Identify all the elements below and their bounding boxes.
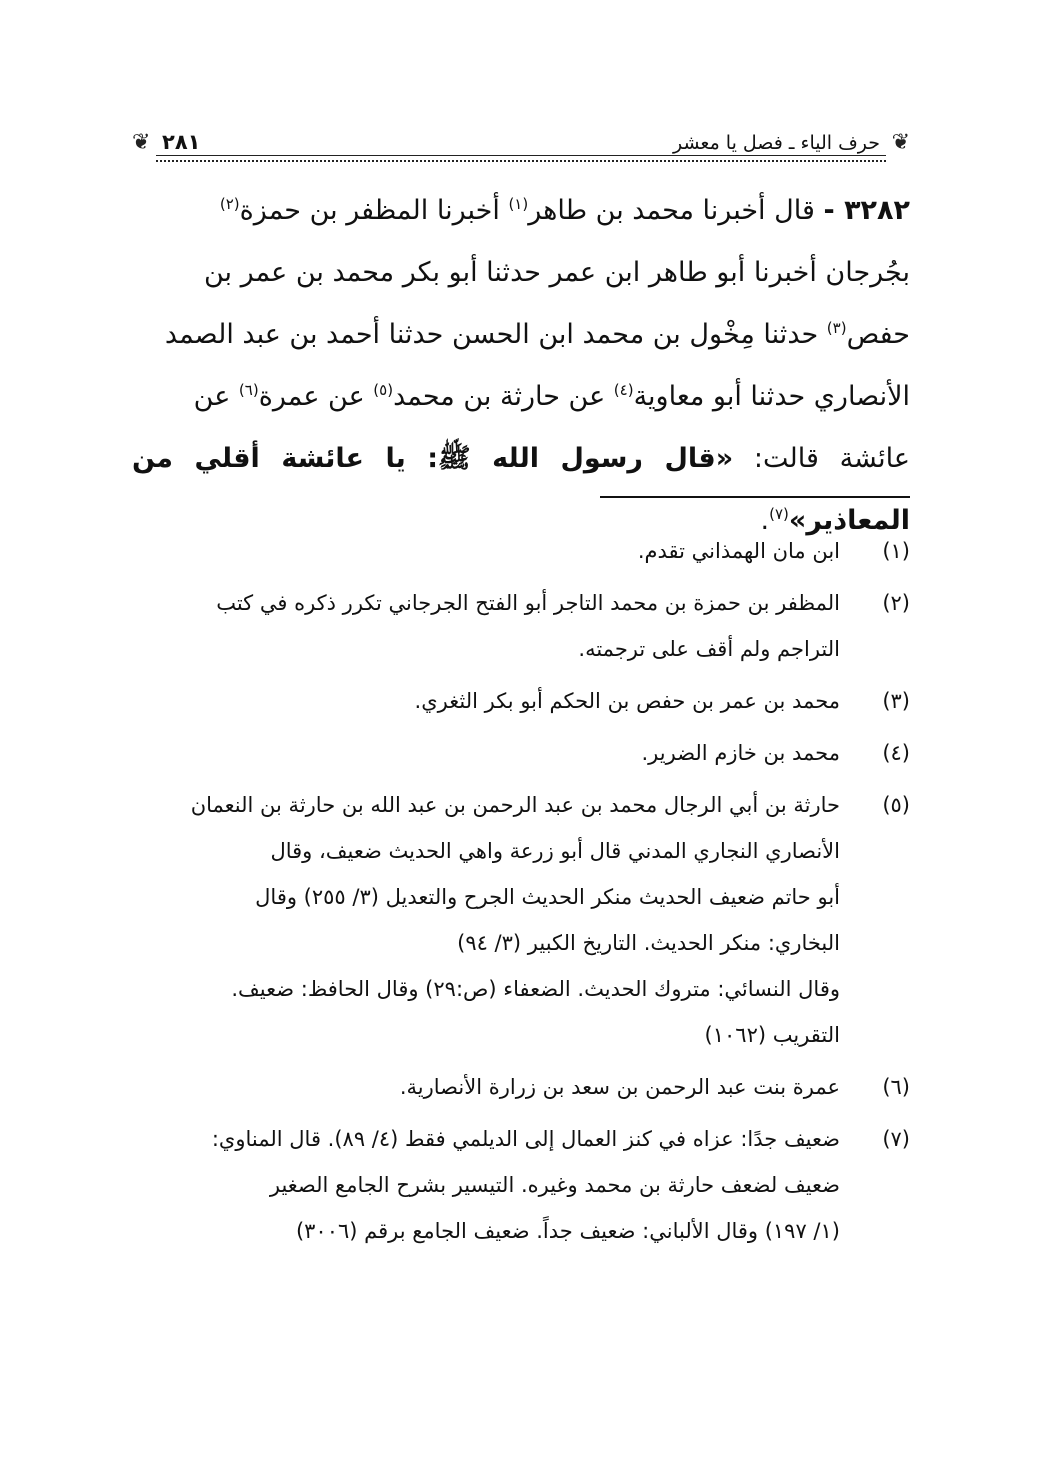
footnote-number: (١) [882,539,910,563]
footnote-line: ضعيف لضعف حارثة بن محمد وغيره. التيسير بشرح الجامع الصغير [269,1173,840,1197]
footnote-line: الأنصاري النجاري المدني قال أبو زرعة واهي الحديث ضعيف، وقال [270,839,840,863]
footnote-number: (٧) [882,1127,910,1151]
ornament-right-icon: ❦ [891,130,910,155]
footnote-line: التراجم ولم أقف على ترجمته. [578,637,840,661]
header-title: حرف الياء ـ فصل يا معشر [672,132,880,154]
header-rule [156,155,886,162]
footnote-separator [600,496,910,498]
footnote-line: المظفر بن حمزة بن محمد التاجر أبو الفتح الجرجاني تكرر ذكره في كتب [216,591,840,615]
footnote [132,782,910,1058]
ornament-left-icon: ❦ [132,130,151,155]
footnote [132,1116,910,1254]
hadith-text-segment: أخبرنا المظفر بن حمزة [239,195,500,226]
hadith-text-segment: . [760,505,770,536]
footnote-line: حارثة بن أبي الرجال محمد بن عبد الرحمن بن عبد الله بن حارثة بن النعمان [190,793,840,817]
footnote-line: عمرة بنت عبد الرحمن بن سعد بن زرارة الأنصارية. [399,1075,840,1099]
footnote-line: البخاري: منكر الحديث. التاريخ الكبير (٣/ ٩٤) [457,931,840,955]
footnote-ref[interactable]: (٧) [769,505,789,523]
hadith-text-segment: حدثنا مِخْول بن محمد ابن الحسن حدثنا أحمد بن عبد الصمد [164,319,819,350]
footnote-line: محمد بن خازم الضرير. [641,741,840,765]
footnote-ref[interactable]: (٣) [826,319,847,337]
footnote-number: (٤) [882,741,910,765]
hadith-number: ٣٢٨٢ - [823,195,910,226]
hadith-line [132,366,910,428]
footnotes [132,528,910,1260]
footnote-line: وقال النسائي: متروك الحديث. الضعفاء (ص:٢٩) وقال الحافظ: ضعيف. [231,977,840,1001]
footnote-line: (١/ ١٩٧) وقال الألباني: ضعيف جداً. ضعيف الجامع برقم (٣٠٠٦) [295,1219,840,1243]
hadith-line [132,180,910,242]
footnote-line: محمد بن عمر بن حفص بن الحكم أبو بكر الثغري. [414,689,840,713]
hadith-text-segment: حفص [846,319,910,350]
footnote [132,528,910,574]
hadith-line [132,304,910,366]
hadith-text-segment: قال أخبرنا محمد بن طاهر [528,195,815,226]
footnote-ref[interactable]: (٤) [613,381,634,399]
hadith-text-segment: الأنصاري حدثنا أبو معاوية [633,381,910,412]
hadith-text-segment: عائشة قالت: [753,443,910,474]
footnote-number: (٥) [882,793,910,817]
footnote-ref[interactable]: (٦) [238,381,259,399]
running-header [132,128,910,162]
hadith-line [132,242,910,304]
footnote-line: ضعيف جدًا: عزاه في كنز العمال إلى الديلمي فقط (٤/ ٨٩). قال المناوي: [211,1127,840,1151]
hadith-text-segment: بجُرجان أخبرنا أبو طاهر ابن عمر حدثنا أبو بكر محمد بن عمر بن [203,257,910,288]
hadith-text-segment: عن حارثة بن محمد [393,381,606,412]
footnote [132,678,910,724]
footnote [132,730,910,776]
footnote [132,1064,910,1110]
footnote-ref[interactable]: (٥) [373,381,394,399]
page-number: ٢٨١ [162,130,201,154]
hadith-text-segment: عن [193,381,231,412]
footnote-line: التقريب (١٠٦٢) [704,1023,840,1047]
footnote-line: أبو حاتم ضعيف الحديث منكر الحديث الجرح والتعديل (٣/ ٢٥٥) وقال [255,885,840,909]
footnote-ref[interactable]: (٢) [219,195,240,213]
footnote-number: (٦) [882,1075,910,1099]
footnote [132,580,910,672]
prophetic-quote: «قال رسول الله ﷺ: يا عائشة أقلي من المعاذير» [132,443,910,536]
footnote-ref[interactable]: (١) [508,195,529,213]
footnote-number: (٣) [882,689,910,713]
footnote-number: (٢) [882,591,910,615]
footnote-line: ابن مان الهمذاني تقدم. [637,539,840,563]
hadith-text-segment: عن عمرة [258,381,365,412]
